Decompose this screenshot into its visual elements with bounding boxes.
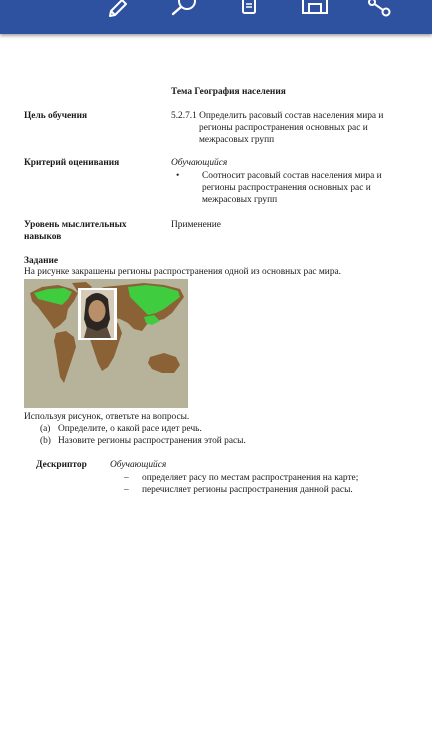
question-b-marker: (b) (40, 436, 51, 446)
goal-line-2: регионы распространения основных рас и (199, 123, 368, 133)
top-toolbar (0, 0, 432, 34)
goal-label: Цель обучения (24, 111, 88, 121)
share-icon[interactable] (362, 0, 396, 20)
criterion-who: Обучающийся (171, 158, 228, 168)
task-heading: Задание (24, 256, 59, 266)
race-distribution-map (24, 279, 188, 408)
search-icon[interactable] (167, 0, 201, 20)
descriptor-label: Дескриптор (36, 460, 87, 470)
descriptor-dash-2: – (124, 485, 129, 495)
person-photo (78, 288, 117, 340)
descriptor-dash-1: – (124, 473, 129, 483)
descriptor-item-1: определяет расу по местам распространения на карте; (142, 473, 359, 483)
criterion-line-1: Соотносит расовый состав населения мира и (202, 171, 382, 181)
task-text: На рисунке закрашены регионы распространения одной из основных рас мира. (24, 267, 342, 277)
topic-title: Тема География населения (171, 87, 286, 97)
criterion-label: Критерий оценивания (24, 158, 120, 168)
question-b-text: Назовите регионы распространения этой расы. (58, 436, 246, 446)
question-a-marker: (a) (40, 424, 51, 434)
criterion-bullet: • (176, 171, 180, 181)
goal-line-3: межрасовых групп (199, 135, 275, 145)
save-icon[interactable] (298, 0, 332, 20)
level-value: Применение (171, 220, 221, 230)
task-after-map: Используя рисунок, ответьте на вопросы. (24, 412, 190, 422)
mobile-view-icon[interactable] (232, 0, 266, 20)
edit-icon[interactable] (100, 0, 134, 20)
level-label-1: Уровень мыслительных (24, 220, 127, 230)
level-label-2: навыков (24, 232, 62, 242)
descriptor-who: Обучающийся (110, 460, 167, 470)
criterion-line-3: межрасовых групп (202, 195, 278, 205)
descriptor-item-2: перечисляет регионы распространения данной расы. (142, 485, 353, 495)
goal-line-1: 5.2.7.1 Определить расовый состав населения мира и (171, 111, 384, 121)
criterion-line-2: регионы распространения основных рас и (202, 183, 371, 193)
question-a-text: Определите, о какой расе идет речь. (58, 424, 202, 434)
